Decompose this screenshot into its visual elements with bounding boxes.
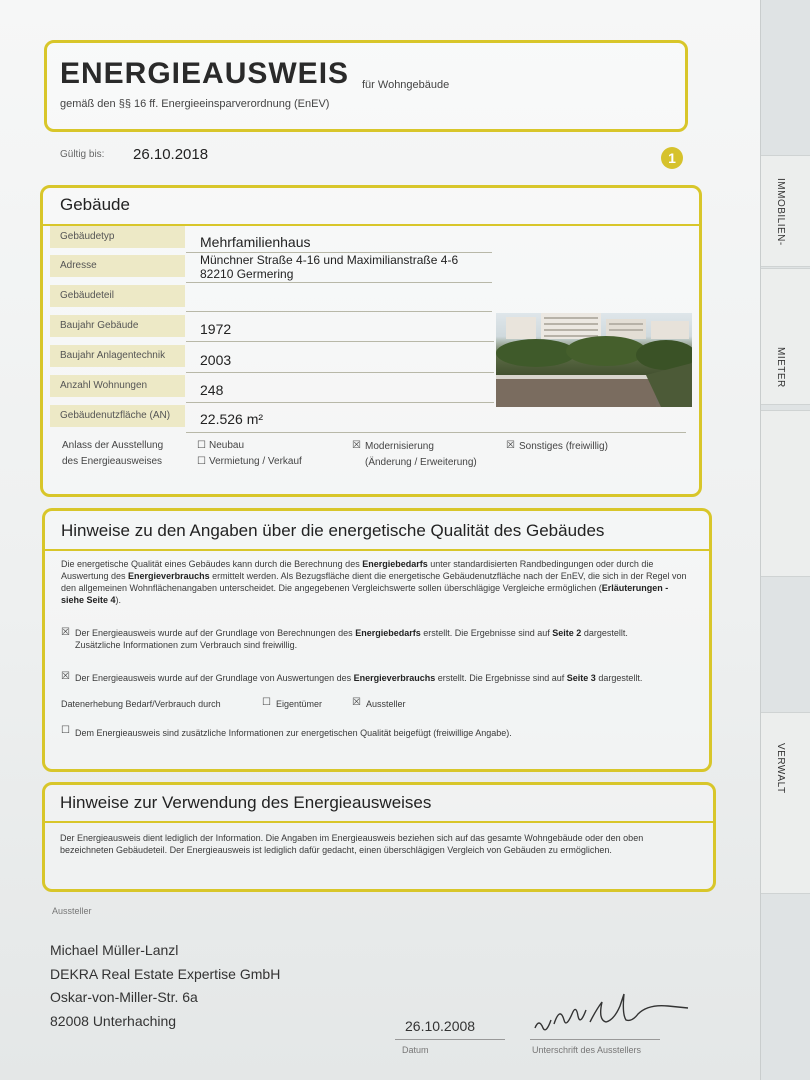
checkbox-label-aussteller: Aussteller — [366, 699, 406, 709]
building-section-header — [43, 188, 699, 226]
tab-label: MIETER — [775, 347, 786, 388]
issue-date: 26.10.2008 — [405, 1018, 476, 1034]
legal-reference: gemäß den §§ 16 ff. Energieeinsparverordnung (EnEV) — [60, 98, 330, 110]
issuer-label: Aussteller — [52, 906, 92, 916]
notes-extra-info: Dem Energieausweis sind zusätzliche Informationen zur energetischen Qualität beigefügt (freiwillige Angabe). — [75, 728, 512, 738]
row-value-gebaeudetyp: Mehrfamilienhaus — [200, 234, 311, 250]
checkbox-modernisierung[interactable]: ☒ — [352, 440, 361, 451]
signature-line — [530, 1039, 660, 1040]
reason-label: Anlass der Ausstellung — [62, 440, 164, 451]
usage-section-title: Hinweise zur Verwendung des Energieausweises — [60, 793, 432, 812]
checkbox-vermietung[interactable]: ☐ — [197, 456, 206, 467]
checkbox-label-sonstiges: Sonstiges (freiwillig) — [519, 441, 608, 452]
reason-label-2: des Energieausweises — [62, 456, 163, 467]
building-section-title: Gebäude — [60, 195, 130, 214]
checkbox-eigentuemer[interactable]: ☐ — [262, 697, 271, 708]
signature-label: Unterschrift des Ausstellers — [532, 1045, 642, 1055]
issuer-city: 82008 Unterhaching — [50, 1013, 177, 1029]
tab-label: VERWALT — [775, 743, 786, 794]
checkbox-label-modernisierung-2: (Änderung / Erweiterung) — [365, 457, 477, 468]
checkbox-label-eigentuemer: Eigentümer — [276, 699, 323, 709]
document-title: ENERGIEAUSWEIS — [60, 57, 350, 90]
row-value-baujahr-gebaeude: 1972 — [200, 321, 232, 337]
issuer-street: Oskar-von-Miller-Str. 6a — [50, 989, 198, 1005]
row-value-baujahr-anlagentechnik: 2003 — [200, 352, 232, 368]
checkbox-verbrauch[interactable]: ☒ — [61, 671, 70, 682]
row-value-nutzflaeche: 22.526 m² — [200, 411, 264, 427]
tab-label: IMMOBILIEN- — [775, 178, 786, 246]
tab-immobilien[interactable] — [760, 155, 810, 267]
row-divider — [186, 341, 494, 342]
row-divider — [186, 432, 686, 433]
notes-option-verbrauch: Der Energieausweis wurde auf der Grundlage von Auswertungen des Energieverbrauchs erstellt. Die Ergebnisse sind auf Seite 3 dargestellt. — [75, 673, 643, 683]
checkbox-label-vermietung: Vermietung / Verkauf — [209, 456, 302, 467]
row-divider — [186, 282, 492, 283]
building-photo-image — [496, 313, 692, 407]
notes-intro: Die energetische Qualität eines Gebäudes kann durch die Berechnung des Energiebedarfs unter standardisierten Randbedingungen oder durch die Auswertung des Energieverbrauchs ermittelt werden. Als Bezugsfläche dient die energetische Gebäudenutzfläche nach der EnEV, die sich in der Regel von den allgemeinen Wohnflächenangaben unterscheidet. Die angegebenen Vergleichswerte sollen überschlägige Vergleiche ermöglichen (Erläuterungen - siehe Seite 4). — [61, 559, 687, 605]
valid-until-value: 26.10.2018 — [133, 146, 209, 163]
row-label-anzahl-wohnungen: Anzahl Wohnungen — [50, 375, 185, 397]
checkbox-label-modernisierung: Modernisierung — [365, 441, 434, 452]
row-label-gebaeudeteil: Gebäudeteil — [50, 285, 185, 307]
data-collection-label: Datenerhebung Bedarf/Verbrauch durch — [61, 699, 221, 709]
notes-option-bedarf: Der Energieausweis wurde auf der Grundlage von Berechnungen des Energiebedarfs erstellt. Die Ergebnisse sind auf Seite 2 dargestellt. Zusätzliche Informationen zum Verbrauch sind freiwillig. — [75, 628, 628, 650]
row-divider — [186, 402, 494, 403]
row-value-anzahl-wohnungen: 248 — [200, 382, 224, 398]
tab-blank[interactable] — [760, 410, 810, 577]
row-label-baujahr-anlagentechnik: Baujahr Anlagentechnik — [50, 345, 185, 367]
issuer-name: Michael Müller-Lanzl — [50, 942, 179, 958]
row-value-adresse: Münchner Straße 4-16 und Maximilianstraße 4-6 — [200, 253, 459, 267]
date-label: Datum — [402, 1045, 429, 1055]
checkbox-zusatzinfo[interactable]: ☐ — [61, 725, 70, 736]
checkbox-neubau[interactable]: ☐ — [197, 440, 206, 451]
row-label-baujahr-gebaeude: Baujahr Gebäude — [50, 315, 185, 337]
row-divider — [186, 372, 494, 373]
checkbox-sonstiges[interactable]: ☒ — [506, 440, 515, 451]
row-divider — [186, 311, 492, 312]
building-photo — [496, 313, 692, 407]
page-number-badge: 1 — [661, 147, 683, 169]
valid-until-label: Gültig bis: — [60, 149, 105, 160]
checkbox-aussteller[interactable]: ☒ — [352, 697, 361, 708]
row-label-adresse: Adresse — [50, 255, 185, 277]
row-label-gebaeudetyp: Gebäudetyp — [50, 226, 185, 248]
document-title-suffix: für Wohngebäude — [362, 79, 450, 91]
checkbox-label-neubau: Neubau — [209, 440, 245, 451]
notes-section-title: Hinweise zu den Angaben über die energetische Qualität des Gebäudes — [61, 521, 605, 540]
tab-verwalt[interactable] — [760, 712, 810, 894]
tab-mieter[interactable] — [760, 268, 810, 405]
row-label-nutzflaeche: Gebäudenutzfläche (AN) — [50, 405, 185, 427]
usage-text: Der Energieausweis dient lediglich der Information. Die Angaben im Energieausweis beziehen sich auf das gesamte Wohngebäude oder den oben bezeichneten Gebäudeteil. Der Energieausweis ist lediglich dafür gedacht, einen überschlägigen Vergleich von Gebäuden zu ermöglichen. — [60, 833, 644, 855]
row-value-adresse-line2: 82210 Germering — [200, 267, 294, 281]
issuer-company: DEKRA Real Estate Expertise GmbH — [50, 966, 281, 982]
checkbox-bedarf[interactable]: ☒ — [61, 627, 70, 638]
date-line — [395, 1039, 505, 1040]
signature-image — [530, 990, 700, 1040]
